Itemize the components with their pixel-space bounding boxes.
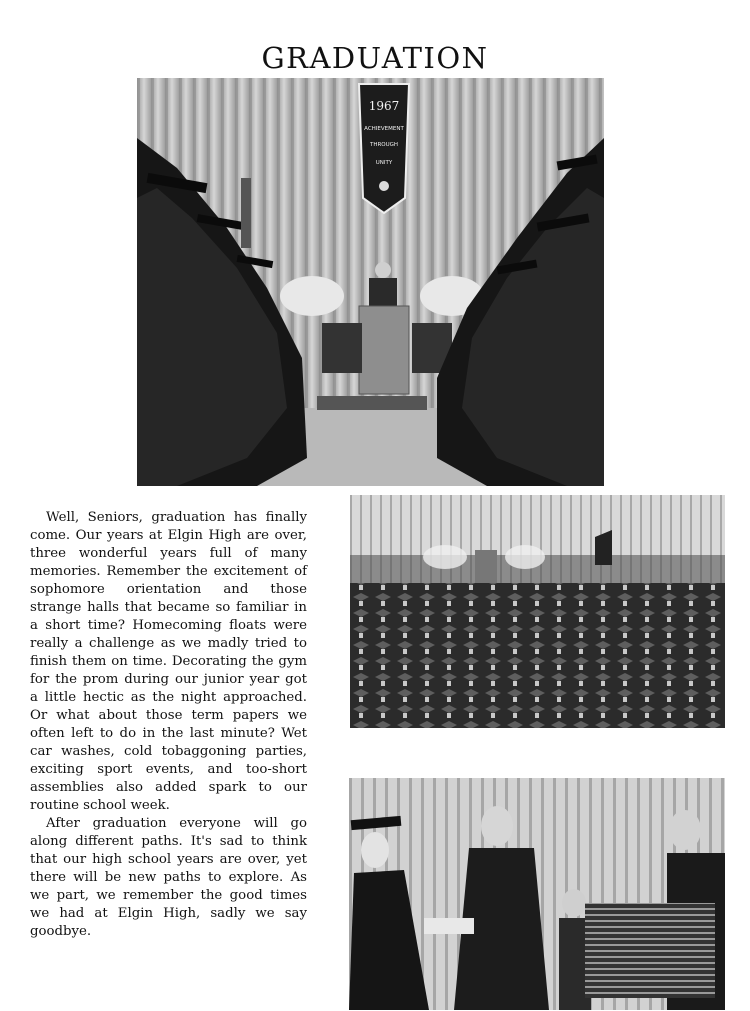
banner-word-3: UNITY	[375, 160, 393, 166]
stage-photo	[137, 78, 604, 486]
banner-1967	[359, 84, 409, 213]
page-title: GRADUATION	[261, 41, 489, 76]
banner-year: 1967	[368, 99, 400, 113]
banner-word-2: THROUGH	[369, 142, 399, 148]
banner-word-1: ACHIEVEMENT	[364, 126, 404, 132]
paragraph-2: After graduation everyone will go along different paths. It's sad to think that our high school years are over, yet there will be new paths to explore. As we part, we remember the good times we had at Elgin High, sadly we say goodbye.	[30, 816, 307, 939]
article-text	[30, 509, 307, 941]
diploma-photo	[349, 778, 725, 1010]
paragraph-1: Well, Seniors, graduation has finally come. Our years at Elgin High are over, three wonderful years full of many memories. Remember the excitement of sophomore orientation and those strange halls that became so familiar in a short time? Homecoming floats were really a challenge as we madly tried to finish them on time. Decorating the gym for the prom during our junior year got a little hectic as the night approached. Or what about those term papers we often left to do in the last minute? Wet car washes, cold tobaggoning parties, exciting sport events, and too-short assemblies also added spark to our routine school week.	[30, 510, 307, 813]
audience-photo	[350, 495, 725, 728]
